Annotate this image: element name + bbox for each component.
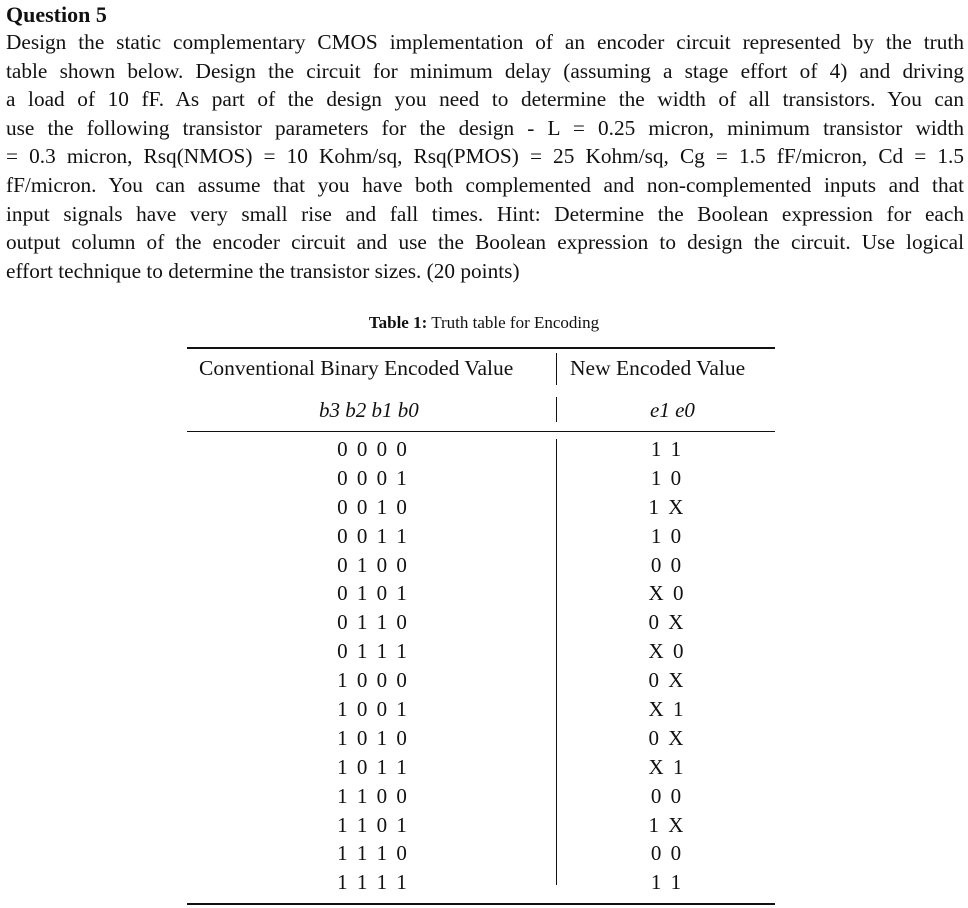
table-row bbox=[187, 868, 775, 897]
encoded-value-cell: 1 1 bbox=[650, 870, 684, 895]
encoded-value-cell: 0 X bbox=[648, 725, 686, 750]
binary-value-cell: 0 1 0 0 bbox=[337, 552, 409, 577]
binary-value-cell: 0 0 1 0 bbox=[337, 494, 409, 519]
binary-value-cell: 1 1 1 1 bbox=[337, 870, 409, 895]
encoded-value-cell: X 1 bbox=[648, 754, 686, 779]
binary-value-cell: 0 0 1 1 bbox=[337, 523, 409, 548]
binary-value-cell: 0 1 0 1 bbox=[337, 581, 409, 606]
binary-value-cell: 1 0 1 1 bbox=[337, 754, 409, 779]
encoded-value-cell: 0 0 bbox=[650, 783, 684, 808]
binary-value-cell: 1 0 0 1 bbox=[337, 697, 409, 722]
question-line-5: = 0.3 micron, Rsq(NMOS) = 10 Kohm/sq, Rsq(PMOS) = 25 Kohm/sq, Cg = 1.5 fF/micron, Cd = 1.5 bbox=[6, 144, 964, 169]
truth-table bbox=[187, 347, 775, 905]
table-row bbox=[187, 493, 775, 522]
subheader-encoded-bits: e1 e0 bbox=[650, 398, 695, 422]
encoded-value-cell: 0 X bbox=[648, 668, 686, 693]
table-top-rule bbox=[187, 347, 775, 349]
question-line-6: fF/micron. You can assume that you have both complemented and non-complemented inputs and that bbox=[6, 172, 964, 197]
table-caption bbox=[0, 312, 968, 334]
encoded-value-cell: X 0 bbox=[648, 639, 686, 664]
table-row bbox=[187, 637, 775, 666]
question-line-9: effort technique to determine the transistor sizes. (20 points) bbox=[6, 258, 520, 283]
binary-value-cell: 1 1 0 1 bbox=[337, 812, 409, 837]
binary-value-cell: 0 0 0 1 bbox=[337, 465, 409, 490]
table-header-rule bbox=[187, 431, 775, 432]
column-separator-header bbox=[556, 353, 557, 385]
encoded-value-cell: 0 X bbox=[648, 610, 686, 635]
binary-value-cell: 0 1 1 0 bbox=[337, 610, 409, 635]
question-title: Question 5 bbox=[6, 2, 107, 27]
table-row bbox=[187, 782, 775, 811]
question-body bbox=[6, 28, 964, 285]
subheader-binary-bits: b3 b2 b1 b0 bbox=[319, 398, 419, 422]
table-row bbox=[187, 608, 775, 637]
encoded-value-cell: 1 0 bbox=[650, 465, 684, 490]
table-row bbox=[187, 464, 775, 493]
binary-value-cell: 0 0 0 0 bbox=[337, 437, 409, 461]
table-row bbox=[187, 695, 775, 724]
table-body bbox=[187, 435, 775, 897]
encoded-value-cell: 1 0 bbox=[650, 523, 684, 548]
binary-value-cell: 1 0 1 0 bbox=[337, 725, 409, 750]
table-row bbox=[187, 724, 775, 753]
question-line-4: use the following transistor parameters for the design - L = 0.25 micron, minimum transistor width bbox=[6, 115, 964, 140]
header-new-encoded: New Encoded Value bbox=[570, 356, 746, 380]
encoded-value-cell: X 1 bbox=[648, 697, 686, 722]
question-line-1: Design the static complementary CMOS implementation of an encoder circuit represented by the truth bbox=[6, 30, 964, 54]
encoded-value-cell: 0 0 bbox=[650, 552, 684, 577]
table-caption-label: Table 1: bbox=[368, 313, 428, 332]
table-row bbox=[187, 579, 775, 608]
encoded-value-cell: 0 0 bbox=[650, 841, 684, 866]
binary-value-cell: 1 1 1 0 bbox=[337, 841, 409, 866]
table-bottom-rule bbox=[187, 903, 775, 905]
table-row bbox=[187, 435, 775, 464]
encoded-value-cell: 1 1 bbox=[650, 437, 684, 461]
binary-value-cell: 1 0 0 0 bbox=[337, 668, 409, 693]
table-row bbox=[187, 811, 775, 840]
binary-value-cell: 0 1 1 1 bbox=[337, 639, 409, 664]
header-conventional-binary: Conventional Binary Encoded Value bbox=[199, 356, 514, 380]
table-row bbox=[187, 551, 775, 580]
question-line-2: table shown below. Design the circuit for minimum delay (assuming a stage effort of 4) and driving bbox=[6, 58, 964, 83]
table-row bbox=[187, 753, 775, 782]
encoded-value-cell: 1 X bbox=[648, 812, 686, 837]
table-row bbox=[187, 666, 775, 695]
table-row bbox=[187, 839, 775, 868]
question-line-8: output column of the encoder circuit and use the Boolean expression to design the circuit. Use logical bbox=[6, 230, 964, 255]
encoded-value-cell: 1 X bbox=[648, 494, 686, 519]
question-line-3: a load of 10 fF. As part of the design you need to determine the width of all transistors. You can bbox=[6, 87, 964, 112]
table-row bbox=[187, 522, 775, 551]
binary-value-cell: 1 1 0 0 bbox=[337, 783, 409, 808]
column-separator-subheader bbox=[556, 397, 557, 422]
question-line-7: input signals have very small rise and fall times. Hint: Determine the Boolean expression for each bbox=[6, 201, 964, 226]
table-caption-text: Truth table for Encoding bbox=[431, 313, 600, 332]
encoded-value-cell: X 0 bbox=[648, 581, 686, 606]
